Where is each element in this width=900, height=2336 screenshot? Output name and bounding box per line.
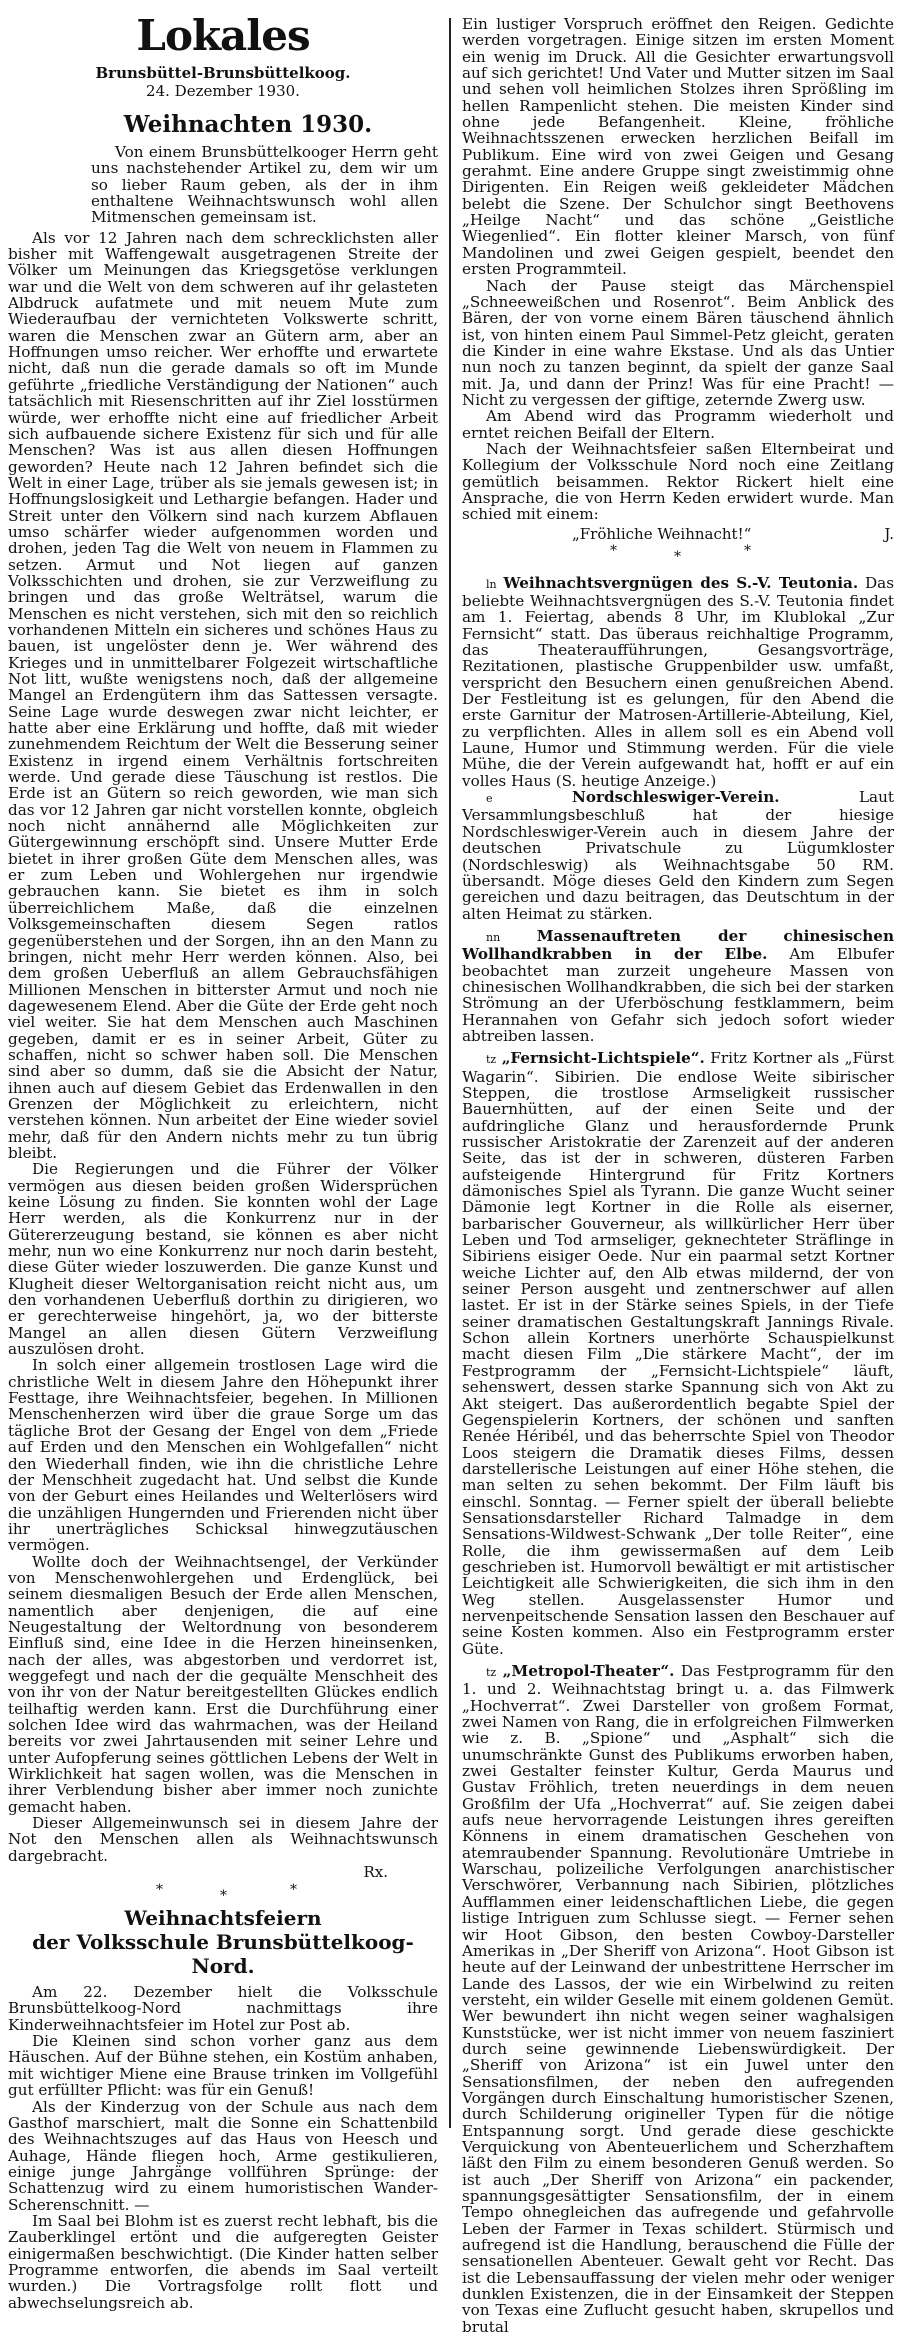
news-code: tz (486, 1666, 497, 1679)
separator (462, 543, 894, 569)
article-paragraph: Nach der Pause steigt das Märchenspiel „Schneeweißchen und Rosenrot“. Beim Anblick des Bären, der von vorne einem Bären täuschend ähnlich ist, von hinten einem Paul Simmel-Petz gleicht, geraten die Kinder in eine wahre Ekstase. Und als das Untier nun noch zu tanzen beginnt, da spielt der ganze Saal mit. Ja, und dann der Prinz! Was für eine Pracht! — Nicht zu vergessen der giftige, zeternde Zwerg usw. (462, 276, 894, 409)
article-paragraph: In solch einer allgemein trostlosen Lage wird die christliche Welt in diesem Jahre den Höhepunkt ihrer Festtage, ihre Weihnachtsfeier, begehen. In Millionen Menschenherzen wird über die graue Sorge um das tägliche Brot der Gesang der Engel von dem „Friede auf Erden und den Menschen ein Wohlgefallen“ nicht den Wiederhall finden, wie ihn die christliche Lehre der Menschheit zugedacht hat. Und selbst die Kunde von der Geburt eines Heilandes und Welterlösers wird die unzähligen Hungernden und Frierenden nicht über ihr unerträgliches Schicksal hinwegzutäuschen vermögen. (8, 1356, 438, 1555)
news-headline: „Metropol-Theater“. (502, 1662, 675, 1680)
article-title-line1: Weihnachtsfeiern (124, 1906, 322, 1931)
column-rule (449, 18, 451, 2128)
news-body: Am Elbufer beobachtet man zurzeit ungeheure Massen von chinesischen Wollhandkrabben, die sich bei der starken Strömung an der Uferböschung festklammern, beim Herannahen von Gefahr sich jedoch sofort wieder abtreiben lassen. (462, 945, 895, 1045)
article-paragraph: Im Saal bei Blohm ist es zuerst recht lebhaft, bis die Zauberklingel ertönt und die aufgeregten Geister einigermaßen beschwichtigt. (Die Kinder hatten selber Programme entworfen, die abends im Saal verteilt wurden.) Die Vortragsfolge rollt flott und abwechselungsreich ab. (8, 2211, 438, 2312)
article-paragraph: Als vor 12 Jahren nach dem schrecklichsten aller bisher mit Waffengewalt ausgetragenen Streite der Völker um Meinungen das Kriegsgetöse verklungen war und die Welt von dem schweren auf ihr gelasteten Albdruck aufatmete und mit neuem Mute zum Wiederaufbau der vernichteten Volkswerte schritt, waren die Menschen zwar an Gütern arm, aber an Hoffnungen umso reicher. Wer erhoffte und erwartete nicht, daß nun die gerade damals so oft im Munde geführte „friedliche Verständigung der Nationen“ auch tatsächlich mit Riesenschritten auf ihr Ziel losstürmen würde, wer erhoffte nicht eine auf friedlicher Arbeit sich aufbauende sichere Existenz für sich und für alle Menschen? Was ist aus allen diesen Hoffnungen geworden? Heute nach 12 Jahren befindet sich die Welt in einer Lage, trüber als sie jemals gewesen ist; in Hoffnungslosigkeit und Lethargie befangen. Hader und Streit unter den Völkern sind nach kurzem Abflauen umso schärfer wieder aufgenommen worden und drohen, jeden Tag die Welt von neuem in Flammen zu setzen. Armut und Not liegen auf ganzen Volksschichten und drohen, sie zur Verzweiflung zu bringen und das große Welträtsel, warum die Menschen es nicht verstehen, sich mit den so reichlich vorhandenen Mitteln ein sicheres und schönes Haus zu bauen, ist ungelöster denn je. Wer während des Krieges und in unmittelbarer Folgezeit wirtschaftliche Not litt, wußte wenigstens noch, daß der allgemeine Mangel an Erdengütern ihm das Sattessen versagte. Seine Lage wurde deswegen zwar nicht leichter, er hatte aber eine Erklärung und hoffte, daß mit wieder zunehmendem Reichtum der Welt die Besserung seiner Existenz in irgend einem Verhältnis fortschreiten werde. Und gerade diese Täuschung ist restlos. Die Erde ist an Gütern so reich geworden, wie man sich das vor 12 Jahren gar nicht vorstellen konnte, obgleich noch nicht annähernd alle Möglichkeiten zur Gütergewinnung erschöpft sind. Unsere Mutter Erde bietet in ihrer großen Güte dem Menschen alles, was er zum Leben und Wohlergehen nur irgendwie gebrauchen kann. Sie bietet es ihm in solch überreichlichem Maße, daß die einzelnen Volksgemeinschaften diesem Segen ratlos gegenüberstehen und der Sorgen, ihn an den Mann zu bringen, nicht mehr Herr werden können. Also, bei dem großen Ueberfluß an allem Gebrauchsfähigen Millionen Menschen in bitterster Armut und noch nie dagewesenem Elend. Aber die Güte der Erde geht noch viel weiter. Sie hat dem Menschen auch Maschinen gegeben, damit er es in seiner Arbeit, Güter zu schaffen, nicht so schwer haben soll. Die Menschen sind aber so dumm, daß sie die Absicht der Natur, ihnen auch auf diesem Gebiet das Erdenwallen in den Grenzen der Möglichkeit zu erleichtern, nicht verstehen können. Nun arbeitet der Eine wieder soviel mehr, daß für den Andern nichts mehr zu tun übrig bleibt. (8, 228, 438, 1162)
article-paragraph: Die Kleinen sind schon vorher ganz aus dem Häuschen. Auf der Bühne stehen, ein Kostüm anhaben, mit wichtiger Miene eine Brause trinken im Vollgefühl gut erfüllter Pflicht: was für ein Genuß! (8, 2032, 438, 2100)
section-title: Lokales (136, 11, 310, 60)
article-paragraph: Am 22. Dezember hielt die Volksschule Brunsbüttelkoog-Nord nachmittags ihre Kinderweihnachtsfeier im Hotel zur Post ab. (8, 1983, 438, 2034)
closing-greeting: „Fröhliche Weihnacht!“ (572, 524, 752, 543)
news-item (462, 575, 894, 789)
news-body: Das Festprogramm für den 1. und 2. Weihnachtstag bringt u. a. das Filmwerk „Hochverrat“. Zwei Darsteller von großem Format, zwei Namen von Rang, die in erfolgreichen Filmwerken wie z. B. „Spione“ und „Asphalt“ sich die unumschränkte Gunst des Publikums erworben haben, zwei Gestalter feinster Kultur, Gerda Maurus und Gustav Fröhlich, treten neuerdings in dem neuen Großfilm der Ufa „Hochverrat“ auf. Sie zeigen dabei aufs neue hervorragende Leistungen ihres gereiften Könnens in einem dramatischen Geschehen von atemraubender Spannung. Revolutionäre Umtriebe in Warschau, polizeiliche Verfolgungen anarchistischer Verschwörer, Verbannung nach Sibirien, plötzliches Aufflammen einer leidenschaftlichen Liebe, die gegen listige Intriguen zum Schlusse siegt. — Ferner sehen wir Hoot Gibson, den besten Cowboy-Darsteller Amerikas in „Der Sheriff von Arizona“. Hoot Gibson ist heute auf der Leinwand der unbestrittene Herrscher im Lande des Lassos, der wie ein Wirbelwind zu reiten versteht, ein wilder Geselle mit einem goldenen Gemüt. Wer bewundert ihn nicht wegen seiner waghalsigen Kunststücke, wer ist nicht immer von neuem fasziniert durch seine gewinnende Liebenswürdigkeit. Der „Sheriff von Arizona“ ist ein Juwel unter den Sensationsfilmen, der neben den aufregenden Vorgängen durch Einschaltung humoristischer Szenen, durch Schilderung origineller Typen für die nötige Entspannung sorgt. Und gerade diese geschickte Verquickung von Abenteuerlichem und Scherzhaftem läßt den Film zu einem besonderen Genuß werden. So ist auch „Der Sheriff von Arizona“ ein packender, spannungsgesättigter Sensationsfilm, der in einem Tempo ohnegleichen das aufregende und gefahrvolle Leben der Farmer in Texas schildert. Stürmisch und aufregend ist die Handlung, berauschend die Fülle der sensationellen Abenteuer. Gewalt geht vor Recht. Das ist die Lebensauffassung der vielen mehr oder weniger dunklen Existenzen, die in der Einsamkeit der Steppen von Texas eine Zuflucht gesucht haben, skrupellos und brutal (462, 1662, 894, 2336)
article-paragraph: Wollte doch der Weihnachtsengel, der Verkünder von Menschenwohlergehen und Erdenglück, bei seinem diesmaligen Besuch der Erde allen Menschen, namentlich aber denjenigen, die auf eine Neugestaltung der Weltordnung von besonderem Einfluß sind, eine Idee in die Herzen hineinsenken, nach der alles, was abgestorben und verdorret ist, weggefegt und nach der die gequälte Menschheit des von ihr von der Natur bereitgestellten Glückes endlich teilhaftig werden kann. Erst die Durchführung einer solchen Idee wird das wahrmachen, was der Heiland bereits vor zwei Jahrtausenden mit seiner Lehre und unter Aufopferung seines göttlichen Lebens der Welt in Wirklichkeit hat sagen wollen, was die Menschen in ihrer Verblendung bisher aber immer noch zunichte gemacht haben. (8, 1552, 438, 1816)
left-column (8, 0, 438, 2311)
news-headline: Nordschleswiger-Verein. (571, 788, 780, 807)
news-body: Fritz Kortner als „Fürst Wagarin“. Sibirien. Die endlose Weite sibirischer Steppen, die trostlose Armseligkeit russischer Bauernhütten, auf der einen Seite und der aufdringliche Glanz und herausfordernde Prunk russischer Aristokratie der Zarenzeit auf der anderen Seite, das ist der in schweren, düsteren Farben aufsteigende Hintergrund für Fritz Kortners dämonisches Spiel als Tyrann. Die ganze Wucht seiner Dämonie legt Kortner in die Rolle als eiserner, barbarischer Gouverneur, als willkürlicher Herr über Leben und Tod armseliger, geknechteter Sträflinge in Sibiriens eisiger Oede. Nur ein paarmal setzt Kortner weiche Lichter auf, den Alb etwas mildernd, der von seiner Person ausgeht und zentnerschwer auf allen lastet. Er ist in der Stärke seines Spiels, in der Tiefe seiner dramatischen Gestaltungskraft Jannings Rivale. Schon allein Kortners unerhörte Schauspielkunst macht diesen Film „Die stärkere Macht“, der im Festprogramm der „Fernsicht-Lichtspiele“ läuft, sehenswert, dessen starke Spannung sich von Akt zu Akt steigert. Das außerordentlich begabte Spiel der Gegenspielerin Kortners, der schönen und sanften Renée Héribél, und das beherrschte Spiel von Theodor Loos steigern die Dramatik dieses Films, dessen darstellerische Leistungen auf einer Höhe stehen, die man selten zu sehen bekommt. Der Film läuft bis einschl. Sonntag. — Ferner spielt der überall beliebte Sensationsdarsteller Richard Talmadge in dem Sensations-Wildwest-Schwank „Der tolle Reiter“, eine Rolle, die ihm gewissermaßen auf dem Leib geschrieben ist. Humorvoll bewältigt er mit artistischer Leichtigkeit alle Schwierigkeiten, die sich ihm in den Weg stellen. Ausgelassenster Humor und nervenpeitschende Sensation lassen den Beschauer auf seine Kosten kommen. Also ein Festprogramm erster Güte. (462, 1049, 894, 1658)
article-signature: Rx. (363, 1863, 388, 1882)
news-code: nn (486, 930, 501, 944)
article-signature: J. (884, 524, 894, 543)
article-title-line2: der Volksschule Brunsbüttelkoog-Nord. (32, 1930, 414, 1979)
news-headline: „Fernsicht-Lichtspiele“. (501, 1049, 705, 1068)
news-code: tz (486, 1053, 497, 1067)
closing-line (462, 525, 894, 543)
article-paragraph: Die Regierungen und die Führer der Völker vermögen aus diesen beiden großen Widersprüchen keine Lösung zu finden. Sie konnten wohl der Lage Herr werden, als die Konkurrenz nur in der Gütererzeugung bestand, sie können es aber nicht mehr, nun wo eine Konkurrenz nur noch darin besteht, diese Güter wieder loszuwerden. Die ganze Kunst und Klugheit dieser Weltorganisation reicht nicht aus, um den vorhandenen Ueberfluß dorthin zu dirigieren, wo er gerechterweise hingehört, ja, wo der bitterste Mangel an allen diesen Gütern Verzweiflung auszulösen droht. (8, 1160, 438, 1359)
article-paragraph: Nach der Weihnachtsfeier saßen Elternbeirat und Kollegium der Volksschule Nord noch eine Zeitlang gemütlich beisammen. Rektor Rickert hielt eine Ansprache, die von Herrn Keden erwidert wurde. Man schied mit einem: (462, 439, 894, 524)
news-item (462, 789, 894, 922)
right-column (462, 16, 894, 2335)
news-item (462, 1050, 894, 1657)
news-body: Das beliebte Weihnachtsvergnügen des S.-V. Teutonia findet am 1. Feiertag, abends 8 Uhr, im Klublokal „Zur Fernsicht“ statt. Das überaus reichhaltige Programm, das Theateraufführungen, Gesangsvorträge, Rezitationen, plastische Gruppenbilder usw. umfaßt, verspricht den Besuchern einen genußreichen Abend. Der Festleitung ist es gelungen, für den Abend die erste Garnitur der Matrosen-Artillerie-Abteilung, Kiel, zu verpflichten. Alles in allem soll es ein Abend voll Laune, Humor und Stimmung werden. Für die viele Mühe, die der Verein aufgewandt hat, hofft er auf ein volles Haus (S. heutige Anzeige.) (462, 573, 895, 790)
news-item (462, 1663, 894, 2335)
star-icon: * (156, 1882, 163, 1899)
star-icon: * (744, 542, 751, 559)
star-icon: * (290, 1882, 297, 1899)
star-icon: * (674, 548, 681, 565)
news-item (462, 928, 894, 1044)
article-paragraph: Als der Kinderzug von der Schule aus nach dem Gasthof marschiert, malt die Sonne ein Schattenbild des Weihnachtszuges auf das Haus von Heesch und Auhage, Hände fliegen hoch, Arme gestikulieren, einige junge Jahrgänge vollführen Sprünge: der Schattenzug wird zu einem humoristischen Wander-Scherenschnitt. — (8, 2097, 438, 2214)
article-paragraph: Dieser Allgemeinwunsch sei in diesem Jahre der Not den Menschen allen als Weihnachtswunsch dargebracht. (8, 1814, 438, 1865)
star-icon: * (220, 1888, 227, 1905)
article-paragraph: Am Abend wird das Programm wiederholt und erntet reichen Beifall der Eltern. (462, 407, 894, 442)
star-icon: * (610, 542, 617, 559)
news-headline: Massenauftreten der chinesischen Wollhandkrabben in der Elbe. (462, 926, 895, 964)
news-headline: Weihnachtsvergnügen des S.-V. Teutonia. (503, 573, 859, 592)
date-line: 24. Dezember 1930. (146, 82, 300, 100)
article-title: Weihnachten 1930. (123, 111, 373, 138)
article-intro: Von einem Brunsbüttelkooger Herrn geht uns nachstehender Artikel zu, dem wir um so lieber Raum geben, als der in ihm enthaltene Weihnachtswunsch wohl allen Mitmenschen gemeinsam ist. (91, 143, 438, 227)
place-line: Brunsbüttel-Brunsbüttelkoog. (95, 64, 351, 82)
news-body: Laut Versammlungsbeschluß hat der hiesige Nordschleswiger-Verein auch in diesem Jahre der deutschen Privatschule zu Lügumkloster (Nordschleswig) als Weihnachtsgabe 50 RM. übersandt. Möge dieses Geld den Kindern zum Segen gereichen und dazu beitragen, das Deutschtum in der alten Heimat zu stärken. (462, 788, 894, 923)
article-paragraph-continued: Ein lustiger Vorspruch eröffnet den Reigen. Gedichte werden vorgetragen. Einige sitzen im ersten Moment ein wenig im Druck. All die Gesichter erwartungsvoll auf sich gerichtet! Und Vater und Mutter sitzen im Saal und sehen voll heimlichen Stolzes ihren Sprößling im hellen Rampenlicht stehen. Die meisten Kinder sind ohne jede Befangenheit. Kleine, fröhliche Weihnachtsszenen erwecken herzlichen Beifall im Publikum. Eine wird von zwei Geigen und Gesang gerahmt. Eine andere Gruppe singt zweistimmig ohne Dirigenten. Ein Reigen weiß gekleideter Mädchen belebt die Szene. Der Schulchor singt Beethovens „Heilge Nacht“ und das schöne „Geistliche Wiegenlied“. Ein flotter kleiner Marsch, von fünf Mandolinen und zwei Geigen gespielt, beendet den ersten Programmteil. (462, 15, 894, 279)
news-code: ln (486, 577, 497, 591)
news-code: e (486, 792, 493, 806)
separator (8, 1880, 438, 1906)
